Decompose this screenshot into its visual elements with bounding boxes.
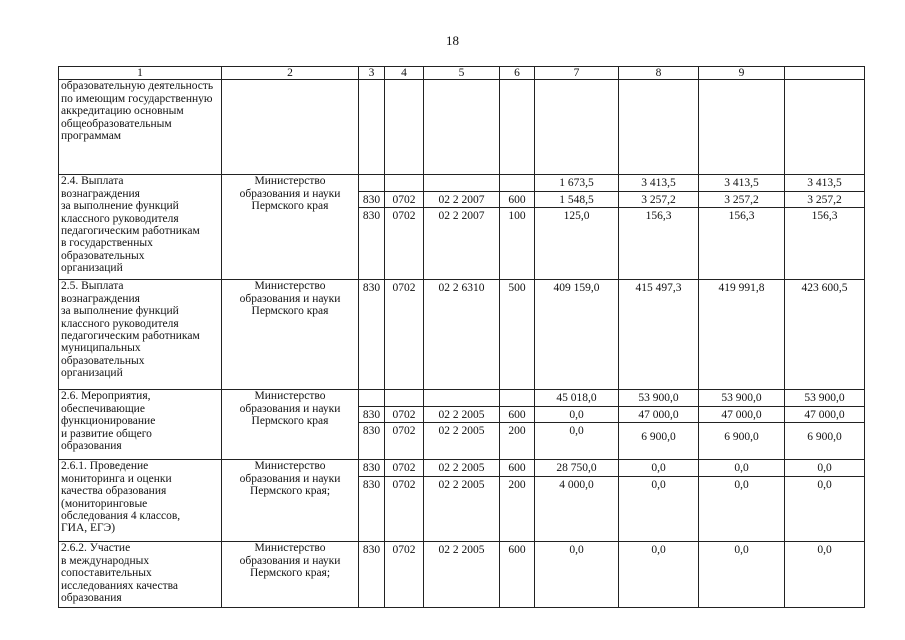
responsible-agency-line: Пермского края; xyxy=(249,485,331,498)
target-code-cell xyxy=(424,390,500,460)
value-col10-cell xyxy=(785,542,865,608)
measure-name-line: и развитие общего xyxy=(61,427,152,440)
value-col9: 53 900,0 xyxy=(699,390,784,406)
value-col10: 423 600,5 xyxy=(801,282,848,295)
responsible-agency-line: Министерство xyxy=(254,390,326,403)
column-header: 2 xyxy=(222,67,359,80)
expense-type-code-cell xyxy=(500,390,535,460)
measure-name xyxy=(59,542,222,608)
column-header: 9 xyxy=(699,67,785,80)
value-col8: 6 900,0 xyxy=(641,431,676,444)
responsible-agency-line: Пермского края xyxy=(251,305,329,318)
value-col7-cell xyxy=(535,390,619,460)
target-code: 02 2 2007 xyxy=(438,210,485,223)
measure-name xyxy=(59,390,222,460)
measure-name-line: образования xyxy=(61,592,122,605)
empty-cell xyxy=(699,80,785,175)
table-row xyxy=(59,175,865,280)
kvsr-code-cell xyxy=(359,280,385,390)
measure-name-line: педагогическим работникам xyxy=(61,225,200,238)
value-col10: 0,0 xyxy=(817,544,832,557)
target-code xyxy=(424,390,499,406)
table-row xyxy=(59,460,865,542)
measure-name-line: сопоставительных xyxy=(61,567,152,580)
target-code-cell xyxy=(424,460,500,542)
value-col9-cell xyxy=(699,280,785,390)
measure-name-line: мониторинга и оценки xyxy=(61,472,172,485)
measure-name-line: 2.4. Выплата xyxy=(61,175,124,188)
value-col10: 53 900,0 xyxy=(785,390,864,406)
measure-name-line: обеспечивающие xyxy=(61,402,145,415)
column-header: 6 xyxy=(500,67,535,80)
measure-name-line: в государственных xyxy=(61,237,153,250)
table-row xyxy=(59,390,865,460)
expense-type-code: 600 xyxy=(500,407,534,423)
section-code-cell xyxy=(385,542,424,608)
kvsr-code: 830 xyxy=(359,192,384,208)
value-col7: 1 673,5 xyxy=(535,175,618,191)
empty-cell xyxy=(222,80,359,175)
value-col7: 409 159,0 xyxy=(553,282,600,295)
value-col7: 1 548,5 xyxy=(535,192,618,208)
responsible-agency-line: Пермского края xyxy=(251,200,329,213)
responsible-agency-line: образования и науки xyxy=(239,187,341,200)
responsible-agency-line: Пермского края; xyxy=(249,567,331,580)
table-row xyxy=(59,280,865,390)
measure-name-line: (мониторинговые xyxy=(61,497,148,510)
value-col7: 0,0 xyxy=(569,544,584,557)
kvsr-code-cell xyxy=(359,390,385,460)
empty-cell xyxy=(500,80,535,175)
kvsr-code-cell xyxy=(359,542,385,608)
responsible-agency-line: Министерство xyxy=(254,542,326,555)
measure-name-line: педагогическим работникам xyxy=(61,330,200,343)
continued-row-text: образовательную деятельность по имеющим государственную аккредитацию основным общеобразовательным программам xyxy=(59,80,222,175)
responsible-agency-line: образования и науки xyxy=(239,402,341,415)
measure-name-line: ГИА, ЕГЭ) xyxy=(61,522,116,535)
value-col8: 0,0 xyxy=(651,478,666,491)
target-code-cell xyxy=(424,175,500,280)
value-col7-cell xyxy=(535,542,619,608)
responsible-agency-line: образования и науки xyxy=(239,554,341,567)
value-col10-cell xyxy=(785,280,865,390)
section-code: 0702 xyxy=(392,544,416,557)
column-header: 4 xyxy=(385,67,424,80)
column-header: 3 xyxy=(359,67,385,80)
expense-type-code xyxy=(500,175,534,191)
measure-name-line: вознаграждения xyxy=(61,187,140,200)
kvsr-code xyxy=(359,390,384,406)
measure-name-line: обследования 4 классов, xyxy=(61,510,181,523)
value-col9: 0,0 xyxy=(699,460,784,476)
responsible-agency-line: образования и науки xyxy=(239,472,341,485)
value-col9-cell xyxy=(699,542,785,608)
expense-type-code xyxy=(500,390,534,406)
column-header: 8 xyxy=(619,67,699,80)
expense-type-code: 600 xyxy=(508,544,526,557)
value-col10: 156,3 xyxy=(811,210,838,223)
section-code: 0702 xyxy=(385,192,423,208)
target-code-cell xyxy=(424,280,500,390)
measure-name-line: функционирование xyxy=(61,415,156,428)
measure-name-line: 2.6.1. Проведение xyxy=(61,460,149,473)
page-number: 18 xyxy=(446,33,459,48)
measure-name-line: за выполнение функций xyxy=(61,200,179,213)
section-code-cell xyxy=(385,280,424,390)
value-col8: 0,0 xyxy=(619,460,698,476)
expense-type-code-cell xyxy=(500,460,535,542)
measure-name-line: в международных xyxy=(61,554,150,567)
section-code-cell xyxy=(385,460,424,542)
measure-name-line: классного руководителя xyxy=(61,317,179,330)
section-code-cell xyxy=(385,390,424,460)
responsible-agency-line: Министерство xyxy=(254,460,326,473)
section-code xyxy=(385,175,423,191)
section-code: 0702 xyxy=(392,210,416,223)
empty-cell xyxy=(424,80,500,175)
section-code: 0702 xyxy=(385,460,423,476)
value-col10: 3 413,5 xyxy=(785,175,864,191)
value-col10: 6 900,0 xyxy=(807,431,842,444)
responsible-agency-line: образования и науки xyxy=(239,292,341,305)
value-col7-cell xyxy=(535,280,619,390)
responsible-agency xyxy=(222,460,359,542)
value-col10: 0,0 xyxy=(817,478,832,491)
expense-type-code: 100 xyxy=(508,210,526,223)
value-col9-cell xyxy=(699,390,785,460)
section-code-cell xyxy=(385,175,424,280)
measure-name-line: 2.6.2. Участие xyxy=(61,542,131,555)
value-col7: 4 000,0 xyxy=(559,478,594,491)
value-col8: 0,0 xyxy=(651,544,666,557)
value-col9: 3 413,5 xyxy=(699,175,784,191)
responsible-agency xyxy=(222,542,359,608)
value-col9: 3 257,2 xyxy=(699,192,784,208)
target-code: 02 2 2007 xyxy=(424,192,499,208)
value-col9: 419 991,8 xyxy=(718,282,765,295)
responsible-agency-line: Министерство xyxy=(254,280,326,293)
value-col8-cell xyxy=(619,542,699,608)
expense-type-code: 200 xyxy=(508,478,526,491)
value-col10-cell xyxy=(785,175,865,280)
kvsr-code: 830 xyxy=(362,425,381,438)
target-code: 02 2 6310 xyxy=(438,282,485,295)
value-col8-cell xyxy=(619,175,699,280)
value-col7-cell xyxy=(535,175,619,280)
value-col9-cell xyxy=(699,175,785,280)
value-col8: 47 000,0 xyxy=(619,407,698,423)
value-col8: 53 900,0 xyxy=(619,390,698,406)
value-col10: 47 000,0 xyxy=(785,407,864,423)
value-col8: 415 497,3 xyxy=(635,282,682,295)
column-header: 5 xyxy=(424,67,500,80)
value-col8: 3 413,5 xyxy=(619,175,698,191)
expense-type-code: 600 xyxy=(500,192,534,208)
empty-cell xyxy=(785,80,865,175)
kvsr-code: 830 xyxy=(362,544,381,557)
kvsr-code-cell xyxy=(359,175,385,280)
measure-name-line: исследованиях качества xyxy=(61,579,179,592)
expense-type-code: 500 xyxy=(508,282,526,295)
value-col9: 156,3 xyxy=(728,210,755,223)
measure-name-line: образовательных xyxy=(61,354,145,367)
section-code: 0702 xyxy=(385,407,423,423)
value-col7: 0,0 xyxy=(535,407,618,423)
value-col8: 3 257,2 xyxy=(619,192,698,208)
empty-cell xyxy=(619,80,699,175)
value-col7: 0,0 xyxy=(569,425,584,438)
value-col7-cell xyxy=(535,460,619,542)
expense-type-code-cell xyxy=(500,280,535,390)
measure-name-line: организаций xyxy=(61,367,123,380)
section-code: 0702 xyxy=(392,478,416,491)
responsible-agency xyxy=(222,390,359,460)
measure-name-line: за выполнение функций xyxy=(61,305,179,318)
measure-name-line: вознаграждения xyxy=(61,292,140,305)
value-col10: 0,0 xyxy=(785,460,864,476)
kvsr-code: 830 xyxy=(362,210,381,223)
section-code: 0702 xyxy=(392,282,416,295)
value-col9: 47 000,0 xyxy=(699,407,784,423)
column-header-row xyxy=(59,67,865,80)
value-col9: 0,0 xyxy=(734,478,749,491)
budget-table xyxy=(58,66,865,608)
value-col9: 0,0 xyxy=(734,544,749,557)
value-col10-cell xyxy=(785,390,865,460)
empty-cell xyxy=(385,80,424,175)
measure-name-line: муниципальных xyxy=(61,342,141,355)
value-col7: 28 750,0 xyxy=(535,460,618,476)
value-col8-cell xyxy=(619,280,699,390)
value-col8-cell xyxy=(619,460,699,542)
kvsr-code: 830 xyxy=(359,460,384,476)
measure-name-line: классного руководителя xyxy=(61,212,179,225)
measure-name-line: образования xyxy=(61,440,122,453)
measure-name xyxy=(59,280,222,390)
target-code: 02 2 2005 xyxy=(438,544,485,557)
measure-name xyxy=(59,460,222,542)
value-col8: 156,3 xyxy=(645,210,672,223)
target-code: 02 2 2005 xyxy=(438,425,485,438)
continued-row xyxy=(59,80,865,175)
column-header xyxy=(785,67,865,80)
expense-type-code-cell xyxy=(500,542,535,608)
expense-type-code: 600 xyxy=(500,460,534,476)
value-col7: 45 018,0 xyxy=(535,390,618,406)
target-code-cell xyxy=(424,542,500,608)
empty-cell xyxy=(359,80,385,175)
measure-name xyxy=(59,175,222,280)
kvsr-code: 830 xyxy=(362,478,381,491)
measure-name-line: 2.5. Выплата xyxy=(61,280,124,293)
measure-name-line: организаций xyxy=(61,262,123,275)
target-code xyxy=(424,175,499,191)
measure-name-line: качества образования xyxy=(61,485,167,498)
column-header: 7 xyxy=(535,67,619,80)
target-code: 02 2 2005 xyxy=(424,460,499,476)
value-col8-cell xyxy=(619,390,699,460)
value-col7: 125,0 xyxy=(563,210,590,223)
kvsr-code: 830 xyxy=(362,282,381,295)
value-col9-cell xyxy=(699,460,785,542)
responsible-agency xyxy=(222,280,359,390)
responsible-agency xyxy=(222,175,359,280)
target-code: 02 2 2005 xyxy=(438,478,485,491)
expense-type-code: 200 xyxy=(508,425,526,438)
kvsr-code xyxy=(359,175,384,191)
section-code: 0702 xyxy=(392,425,416,438)
section-code xyxy=(385,390,423,406)
empty-cell xyxy=(535,80,619,175)
responsible-agency-line: Пермского края xyxy=(251,415,329,428)
value-col9: 6 900,0 xyxy=(724,431,759,444)
responsible-agency-line: Министерство xyxy=(254,175,326,188)
table-row xyxy=(59,542,865,608)
kvsr-code-cell xyxy=(359,460,385,542)
value-col10-cell xyxy=(785,460,865,542)
expense-type-code-cell xyxy=(500,175,535,280)
value-col10: 3 257,2 xyxy=(785,192,864,208)
measure-name-line: образовательных xyxy=(61,249,145,262)
target-code: 02 2 2005 xyxy=(424,407,499,423)
column-header: 1 xyxy=(59,67,222,80)
kvsr-code: 830 xyxy=(359,407,384,423)
measure-name-line: 2.6. Мероприятия, xyxy=(61,390,151,403)
